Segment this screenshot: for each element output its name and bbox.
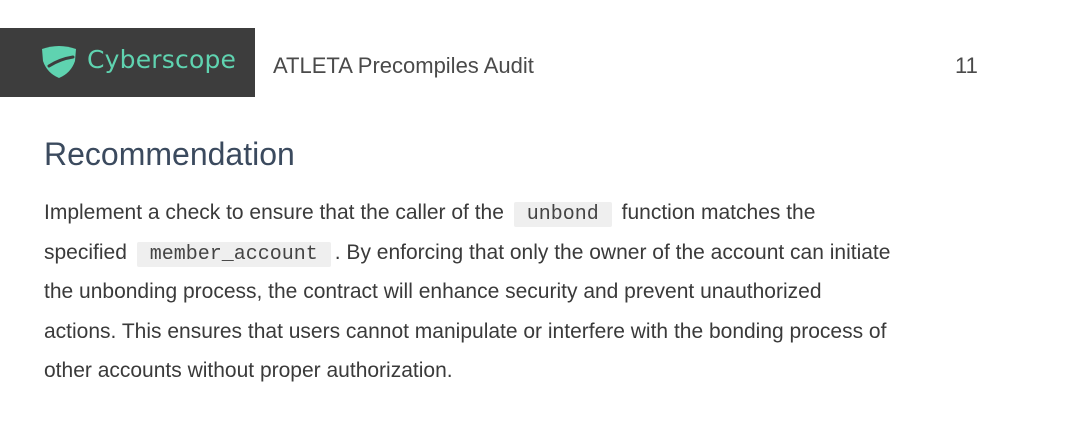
line-text: . By enforcing that only the owner of the account can initiate bbox=[334, 240, 891, 264]
paragraph-line bbox=[44, 193, 1034, 233]
line-text: function matches the bbox=[621, 201, 816, 224]
paragraph-line: actions. This ensures that users cannot manipulate or interfere with the bonding process of bbox=[44, 319, 887, 343]
paragraph-line: the unbonding process, the contract will enhance security and prevent unauthorized bbox=[44, 280, 822, 303]
brand-header-box bbox=[0, 28, 255, 97]
brand-name: Cyberscope bbox=[87, 45, 237, 74]
section-heading: Recommendation bbox=[44, 136, 295, 172]
paragraph-line bbox=[44, 233, 1034, 273]
page-number: 11 bbox=[955, 53, 978, 78]
inline-code-member-account: member_account bbox=[137, 242, 331, 267]
shield-icon bbox=[40, 44, 78, 80]
recommendation-paragraph bbox=[44, 193, 1034, 391]
line-text: specified bbox=[44, 240, 127, 264]
line-text: Implement a check to ensure that the caller of the bbox=[44, 201, 504, 224]
document-title: ATLETA Precompiles Audit bbox=[273, 53, 534, 78]
inline-code-unbond: unbond bbox=[514, 202, 612, 227]
paragraph-line: other accounts without proper authorization. bbox=[44, 359, 453, 382]
